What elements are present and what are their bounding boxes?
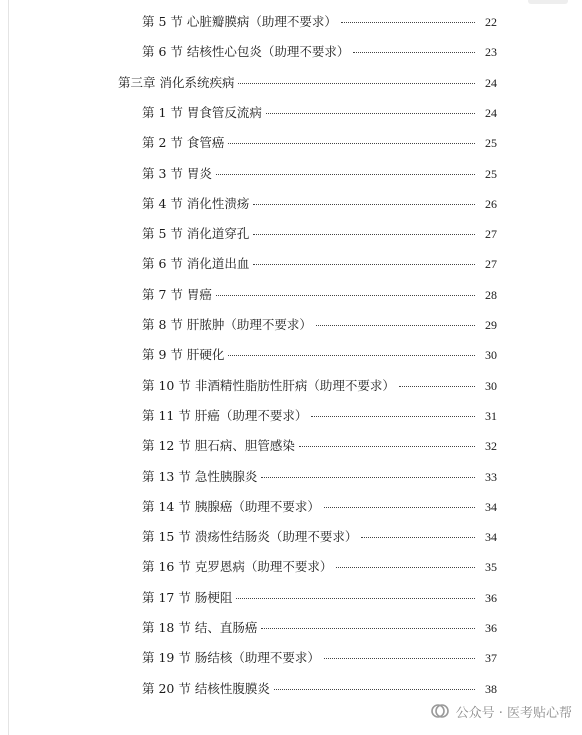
dot-leader — [324, 658, 475, 659]
dot-leader — [311, 416, 475, 417]
toc-entry-title: 第 14 节 胰腺癌（助理不要求） — [142, 498, 320, 514]
toc-section-row — [142, 590, 497, 606]
toc-section-row — [142, 166, 497, 182]
toc-entry-title: 第 5 节 消化道穿孔 — [142, 226, 250, 242]
toc-section-row — [142, 14, 497, 30]
dot-leader — [336, 567, 475, 568]
toc-page-number: 37 — [485, 651, 497, 666]
dot-leader — [236, 598, 475, 599]
toc-entry-title: 第 19 节 肠结核（助理不要求） — [142, 650, 320, 666]
toc-entry-title: 第 9 节 肝硬化 — [142, 347, 225, 363]
toc-entry-title: 第 4 节 消化性溃疡 — [142, 195, 250, 211]
dot-leader — [361, 537, 475, 538]
toc-page-number: 30 — [485, 348, 497, 363]
toc-section-row — [142, 317, 497, 333]
toc-page-number: 24 — [485, 105, 497, 120]
toc-page-number: 23 — [485, 45, 497, 60]
toc-entry-title: 第 18 节 结、直肠癌 — [142, 620, 258, 635]
dot-leader — [316, 325, 475, 326]
toc-section-row — [142, 347, 497, 363]
top-corner-mark — [528, 0, 568, 4]
toc-section-row — [142, 105, 497, 121]
toc-page-number: 36 — [485, 621, 497, 635]
toc-section-row — [142, 681, 497, 697]
toc-page-number: 26 — [485, 196, 497, 211]
toc-section-row — [142, 408, 497, 424]
toc-page-number: 30 — [485, 378, 497, 393]
toc-entry-title: 第 16 节 克罗恩病（助理不要求） — [142, 559, 333, 575]
dot-leader — [261, 477, 475, 478]
dot-leader — [238, 83, 475, 84]
toc-entry-title: 第 1 节 胃食管反流病 — [142, 104, 262, 120]
dot-leader — [216, 295, 475, 296]
toc-entry-title: 第 10 节 非酒精性脂肪性肝病（助理不要求） — [142, 377, 395, 393]
toc-page-number: 32 — [485, 439, 497, 454]
toc-page-number: 36 — [485, 590, 497, 605]
dot-leader — [299, 446, 475, 447]
toc-page-number: 25 — [485, 136, 497, 151]
toc-section-row — [142, 650, 497, 666]
toc-section-row — [142, 499, 497, 515]
toc-page-number: 27 — [485, 227, 497, 242]
toc-section-row — [142, 438, 497, 454]
toc-page-number: 34 — [485, 499, 497, 514]
toc-entry-title: 第 11 节 肝癌（助理不要求） — [142, 407, 308, 423]
toc-page-number: 29 — [485, 318, 497, 332]
dot-leader — [399, 386, 475, 387]
toc-section-row — [142, 559, 497, 575]
dot-leader — [253, 204, 475, 205]
toc-entry-title: 第 12 节 胆石病、胆管感染 — [142, 438, 295, 454]
toc-page-number: 35 — [485, 560, 497, 575]
toc-entry-title: 第 5 节 心脏瓣膜病（助理不要求） — [142, 14, 337, 29]
toc-page-number: 22 — [485, 15, 497, 29]
watermark — [430, 701, 572, 721]
toc-section-row — [142, 256, 497, 272]
toc-chapter-row — [118, 75, 497, 91]
dot-leader — [274, 689, 475, 690]
dot-leader — [324, 507, 475, 508]
toc-section-row — [142, 469, 497, 485]
toc-section-row — [142, 287, 497, 303]
toc-page-number: 34 — [485, 530, 497, 545]
toc-entry-title: 第三章 消化系统疾病 — [118, 74, 235, 90]
toc-entry-title: 第 7 节 胃癌 — [142, 286, 212, 302]
toc-page-number: 28 — [485, 287, 497, 302]
toc-entry-title: 第 13 节 急性胰腺炎 — [142, 468, 258, 484]
toc-page-number: 31 — [485, 408, 497, 423]
toc-section-row — [142, 135, 497, 151]
toc-entry-title: 第 6 节 结核性心包炎（助理不要求） — [142, 44, 350, 60]
page-edge — [8, 0, 9, 735]
toc-section-row — [142, 44, 497, 60]
toc-page-number: 25 — [485, 166, 497, 181]
dot-leader — [216, 174, 475, 175]
toc-page-number: 27 — [485, 257, 497, 272]
toc-page-number: 38 — [485, 681, 497, 696]
toc-entry-title: 第 20 节 结核性腹膜炎 — [142, 680, 270, 696]
toc-section-row — [142, 196, 497, 212]
toc-entry-title: 第 8 节 肝脓肿（助理不要求） — [142, 317, 312, 332]
dot-leader — [253, 264, 475, 265]
dot-leader — [341, 22, 475, 23]
watermark-text: 公众号 · 医考贴心帮 — [455, 705, 572, 721]
wechat-official-account-icon — [430, 701, 450, 721]
toc-entry-title: 第 2 节 食管癌 — [142, 135, 225, 151]
toc-section-row — [142, 378, 497, 394]
dot-leader — [266, 113, 475, 114]
toc-entry-title: 第 15 节 溃疡性结肠炎（助理不要求） — [142, 529, 358, 545]
dot-leader — [253, 234, 475, 235]
dot-leader — [353, 52, 475, 53]
toc-entry-title: 第 17 节 肠梗阻 — [142, 589, 233, 605]
toc-entry-title: 第 6 节 消化道出血 — [142, 256, 250, 272]
toc-page-number: 33 — [485, 469, 497, 484]
toc-page-number: 24 — [485, 75, 497, 90]
toc-section-row — [142, 620, 497, 636]
toc-section-row — [142, 529, 497, 545]
dot-leader — [228, 143, 475, 144]
dot-leader — [261, 628, 475, 629]
toc-entry-title: 第 3 节 胃炎 — [142, 165, 212, 181]
toc-section-row — [142, 226, 497, 242]
dot-leader — [228, 355, 475, 356]
